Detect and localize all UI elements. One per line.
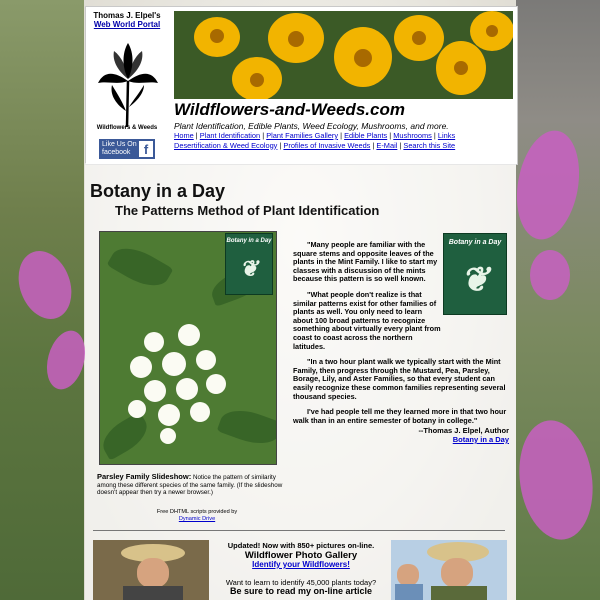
- white-flower-cluster: [196, 350, 216, 370]
- nav-links[interactable]: Links: [437, 131, 456, 140]
- book-cover-title: Botany in a Day: [448, 239, 502, 246]
- page-subtitle: The Patterns Method of Plant Identification: [115, 203, 380, 218]
- white-flower-cluster: [128, 400, 146, 418]
- leaf: [99, 411, 154, 460]
- botany-in-a-day-link[interactable]: Botany in a Day: [452, 435, 509, 444]
- sunflower-banner-image: [174, 11, 513, 99]
- nav-invasive-weeds[interactable]: Profiles of Invasive Weeds: [283, 140, 371, 150]
- nav-home[interactable]: Home: [174, 131, 194, 140]
- author-name: Thomas J. Elpel's: [93, 11, 161, 20]
- quote-paragraph: I've had people tell me they learned more in that two hour walk than in an entire semester of botany in college.": [293, 407, 507, 425]
- nav-desertification[interactable]: Desertification & Weed Ecology: [174, 140, 278, 150]
- updated-note: Updated! Now with 850+ pictures on-line.: [227, 541, 375, 550]
- white-flower-cluster: [162, 352, 186, 376]
- white-flower-cluster: [130, 356, 152, 378]
- plant-drawing-icon: ❦: [460, 261, 490, 299]
- sunflower-center: [486, 25, 498, 37]
- white-flower-cluster: [178, 324, 200, 346]
- slideshow-title: Parsley Family Slideshow:: [97, 472, 192, 481]
- shirt: [431, 586, 487, 600]
- site-title[interactable]: Wildflowers-and-Weeds.com: [174, 100, 405, 119]
- main-content: [85, 163, 516, 600]
- sunflower-center: [354, 49, 372, 67]
- nav-search[interactable]: Search this Site: [403, 140, 456, 150]
- learn-text: Want to learn to identify 45,000 plants today?: [225, 577, 377, 587]
- logo-caption: Wildflowers & Weeds: [96, 125, 158, 131]
- white-flower-cluster: [190, 402, 210, 422]
- section-divider: [93, 530, 505, 531]
- header-sidebar: [86, 7, 168, 164]
- slideshow-text: Notice the pattern of similarity among these different species of the same family. (If the slideshow doesn't appear then try a newer browser.): [97, 474, 283, 496]
- book-cover-title: Botany in a Day: [226, 238, 272, 244]
- white-flower-cluster: [158, 404, 180, 426]
- quote-paragraph: "In a two hour plant walk we typically start with the Mint Family, then progress through the Mustard, Pea, Parsley, Borage, Lily, and Aster Families, so that every student can easily recognize these common families representing several thousand species.: [293, 357, 506, 401]
- quote-paragraph: "Many people are familiar with the square stems and opposite leaves of the plants in the Mint Family. I like to start my classes with a discussion of the mints because this pattern is so well known.: [293, 240, 438, 284]
- leaf: [217, 403, 277, 452]
- slideshow-caption: [97, 473, 285, 497]
- book-cover-small[interactable]: [225, 233, 273, 295]
- page-title: Botany in a Day: [90, 181, 226, 201]
- shirt: [123, 586, 183, 600]
- white-flower-cluster: [144, 332, 164, 352]
- identify-wildflowers-link[interactable]: Identify your Wildflowers!: [252, 560, 350, 569]
- facebook-like-button[interactable]: [99, 139, 155, 159]
- site-header: [85, 6, 518, 165]
- nav-email[interactable]: E-Mail: [376, 140, 398, 150]
- child-shirt: [395, 584, 423, 600]
- face: [441, 558, 473, 588]
- quote-paragraph: "What people don't realize is that similar patterns exist for other families of plants as well. You only need to learn about 100 broad patterns to recognize something about virtually every plant from coast to coast across the northern latitudes.: [293, 289, 441, 351]
- read-article-text: Be sure to read my on-line article: [229, 586, 373, 596]
- sunflower-center: [250, 73, 264, 87]
- facebook-icon: f: [139, 141, 153, 157]
- book-quote: [293, 241, 509, 432]
- white-flower-cluster: [160, 428, 176, 444]
- sunflower-center: [288, 31, 304, 47]
- facebook-label: Like Us On facebook: [102, 141, 137, 156]
- white-flower-cluster: [144, 380, 166, 402]
- white-flower-cluster: [176, 378, 198, 400]
- sunflower-center: [210, 29, 224, 43]
- child-face: [397, 564, 419, 586]
- photo-gallery-promo: [217, 541, 385, 597]
- nav-plant-families-gallery[interactable]: Plant Families Gallery: [266, 131, 339, 140]
- author-photo-left[interactable]: [93, 540, 209, 600]
- face: [137, 558, 169, 588]
- top-navigation: Home | Plant Identification | Plant Families Gallery | Edible Plants | Mushrooms | Links Desertification & Weed Ecology | Profiles of Invasive Weeds | E-Mail | Search this Site: [174, 131, 456, 150]
- quote-attribution: [385, 426, 509, 444]
- pink-flower: [530, 250, 570, 300]
- sunflower-center: [454, 61, 468, 75]
- gallery-title: Wildflower Photo Gallery: [244, 549, 358, 561]
- iris-logo-icon: [96, 41, 160, 127]
- script-credit-text: Free DHTML scripts provided by: [156, 509, 238, 515]
- dynamic-drive-link[interactable]: Dynamic Drive: [178, 516, 216, 522]
- sunflower-center: [412, 31, 426, 45]
- script-credit: [97, 509, 297, 523]
- nav-plant-identification[interactable]: Plant Identification: [199, 131, 261, 140]
- site-subtitle: Plant Identification, Edible Plants, Weed Ecology, Mushrooms, and more.: [174, 121, 449, 131]
- web-world-portal-link[interactable]: Web World Portal: [93, 20, 161, 29]
- nav-mushrooms[interactable]: Mushrooms: [393, 131, 432, 140]
- leaf: [107, 239, 174, 295]
- nav-edible-plants[interactable]: Edible Plants: [344, 131, 388, 140]
- plant-drawing-icon: ❦: [239, 256, 259, 281]
- white-flower-cluster: [206, 374, 226, 394]
- author-photo-right[interactable]: [391, 540, 507, 600]
- author-line: --Thomas J. Elpel, Author: [418, 426, 509, 435]
